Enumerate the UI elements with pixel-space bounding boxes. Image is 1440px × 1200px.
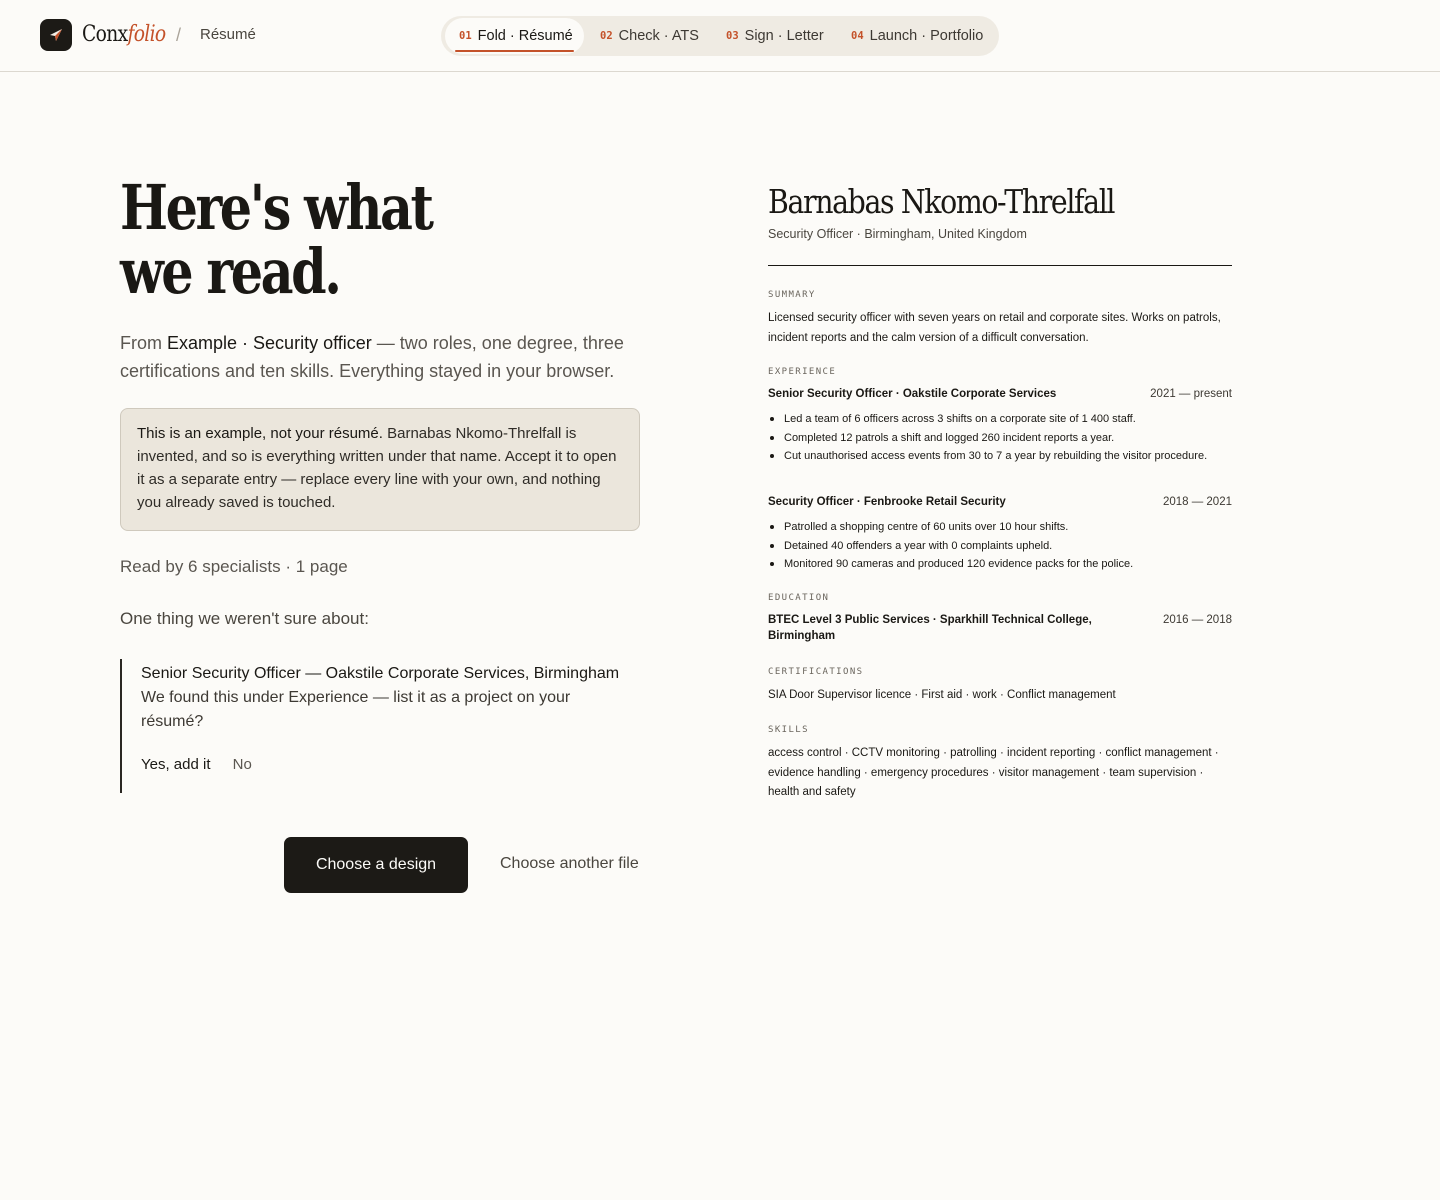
- example-notice-lead: This is an example, not your résumé.: [137, 425, 383, 442]
- tab-launch-portfolio[interactable]: [837, 18, 997, 54]
- resume-role: Security Officer · Birmingham, United Kingdom: [768, 227, 1027, 241]
- section-label: CERTIFICATIONS: [768, 667, 864, 677]
- page-title-line-1: Here's what: [120, 171, 432, 244]
- education-title: BTEC Level 3 Public Services · Sparkhill Technical College, Birmingham: [768, 614, 1092, 642]
- paper-plane-icon: [48, 27, 64, 43]
- uncertain-item-title: Senior Security Officer — Oakstile Corporate Services, Birmingham: [141, 665, 620, 682]
- intro-text: [120, 329, 640, 385]
- example-notice-body: Barnabas Nkomo-Threlfall is invented, and so is everything written under that name. Accept it to open it as a separate entry — replace every line with your own, and nothing you already saved is touched.: [137, 425, 617, 511]
- resume-education-section: [768, 593, 1232, 644]
- tab-label: Fold · Résumé: [477, 28, 573, 44]
- job-bullet: Cut unauthorised access events from 30 to 7 a year by rebuilding the visitor procedure.: [768, 447, 1232, 466]
- section-label: EXPERIENCE: [768, 367, 837, 377]
- brand-name[interactable]: [82, 22, 165, 48]
- job-bullet: Monitored 90 cameras and produced 120 evidence packs for the police.: [768, 555, 1232, 574]
- tab-label: Launch · Portfolio: [869, 28, 984, 44]
- tab-label: Sign · Letter: [744, 28, 824, 44]
- resume-job-2: [768, 494, 1232, 574]
- no-button[interactable]: No: [232, 756, 252, 773]
- example-notice: [120, 408, 640, 531]
- intro-source: Example · Security officer: [167, 333, 372, 353]
- tab-sign-letter[interactable]: [712, 18, 838, 54]
- section-label: EDUCATION: [768, 593, 830, 603]
- job-heading: [768, 386, 1232, 402]
- education-heading: [768, 612, 1232, 644]
- job-bullets: [768, 518, 1232, 574]
- job-bullet: Patrolled a shopping centre of 60 units over 10 hour shifts.: [768, 518, 1232, 537]
- tab-number: 03: [726, 30, 739, 42]
- tab-number: 04: [851, 30, 864, 42]
- uncertain-item: [120, 659, 640, 793]
- breadcrumb-separator: /: [176, 25, 182, 45]
- resume-summary: Licensed security officer with seven years on retail and corporate sites. Works on patrols, incident reports and the calm version of a difficult conversation.: [768, 312, 1221, 344]
- tab-number: 02: [600, 30, 613, 42]
- resume-divider: [768, 265, 1232, 266]
- job-title: Security Officer · Fenbrooke Retail Security: [768, 496, 1006, 508]
- job-title: Senior Security Officer · Oakstile Corporate Services: [768, 388, 1057, 400]
- uncertain-heading: One thing we weren't sure about:: [120, 609, 369, 628]
- resume-skills-section: [768, 725, 1232, 803]
- job-dates: 2021 — present: [1150, 388, 1232, 400]
- job-heading: [768, 494, 1232, 510]
- read-by-summary: Read by 6 specialists · 1 page: [120, 557, 348, 576]
- section-label: SUMMARY: [768, 290, 816, 300]
- section-label: SKILLS: [768, 725, 809, 735]
- uncertain-item-question: We found this under Experience — list it as a project on your résumé?: [141, 689, 571, 730]
- intro-rest: — two roles, one degree, three certifications and ten skills. Everything stayed in your browser.: [120, 333, 624, 381]
- resume-certifications-section: [768, 667, 1232, 706]
- tab-fold-resume[interactable]: [445, 18, 584, 54]
- page-title: [120, 171, 546, 308]
- choose-another-file-link[interactable]: Choose another file: [500, 855, 639, 872]
- breadcrumb-current: Résumé: [200, 26, 256, 43]
- tab-label: Check · ATS: [618, 28, 699, 44]
- job-bullet: Led a team of 6 officers across 3 shifts on a corporate site of 1 400 staff.: [768, 410, 1232, 429]
- choose-design-button[interactable]: Choose a design: [284, 837, 468, 893]
- job-bullet: Completed 12 patrols a shift and logged 260 incident reports a year.: [768, 429, 1232, 448]
- brand-name-plain: Conx: [82, 22, 128, 47]
- resume-summary-section: [768, 290, 1232, 348]
- resume-experience-section: [768, 367, 1232, 466]
- tab-number: 01: [459, 30, 472, 42]
- job-dates: 2018 — 2021: [1162, 496, 1232, 508]
- page-title-line-2: we read.: [120, 235, 340, 308]
- uncertain-item-actions: [141, 756, 640, 773]
- education-dates: 2016 — 2018: [1162, 614, 1232, 626]
- top-bar: [0, 0, 1440, 72]
- job-bullets: [768, 410, 1232, 466]
- tab-check-ats[interactable]: [586, 18, 713, 54]
- yes-add-button[interactable]: Yes, add it: [141, 756, 211, 773]
- brand-name-accent: folio: [127, 22, 166, 47]
- resume-preview: [768, 180, 1232, 798]
- certifications-list: SIA Door Supervisor licence · First aid · work · Conflict management: [768, 689, 1116, 701]
- resume-name: Barnabas Nkomo-Threlfall: [768, 182, 1115, 221]
- job-bullet: Detained 40 offenders a year with 0 complaints upheld.: [768, 537, 1232, 556]
- logo-mark[interactable]: [40, 19, 72, 51]
- intro-prefix: From: [120, 333, 162, 353]
- step-tabs: [441, 16, 999, 56]
- skills-list: access control · CCTV monitoring · patrolling · incident reporting · conflict management · evidence handling · emergency procedures · visitor management · team supervision · health and safety: [768, 747, 1219, 798]
